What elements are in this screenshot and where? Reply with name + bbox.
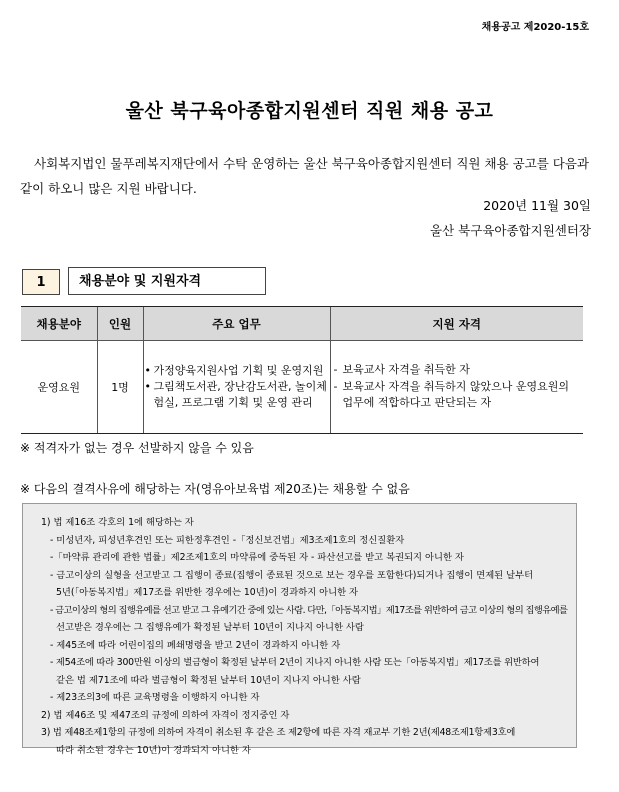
disqualification-line: - 제23조의3에 따른 교육명령을 이행하지 아니한 자 — [50, 692, 260, 703]
disqualification-box — [22, 503, 577, 756]
disqualification-line: 5년(「아동복지법」제17조를 위반한 경우에는 10년)이 경과하지 아니한 자 — [56, 587, 359, 598]
qualification-item: - 보육교사 자격을 취득하지 않았으나 운영요원의 업무에 적합하다고 판단되는 자 — [331, 379, 580, 412]
header-duties: 주요 업무 — [143, 307, 330, 341]
disqualification-line: 같은 법 제71조에 따라 벌금형이 확정된 날부터 10년이 지나지 아니한 사람 — [56, 674, 361, 686]
organization-name: 울산 북구육아종합지원센터장 — [430, 223, 591, 238]
header-field: 채용분야 — [21, 307, 97, 341]
cell-field: 운영요원 — [21, 341, 97, 434]
table-header-row — [21, 307, 583, 341]
disqualification-line: 따라 취소된 경우는 10년)이 경과되지 아니한 자 — [56, 744, 251, 756]
disqualification-line: - 금고이상의 형의 집행유예를 선고 받고 그 유예기간 중에 있는 사람. 다만,「아동복지법」제17조를 위반하여 금고 이상의 형의 집행유예를 — [50, 604, 568, 616]
header-count: 인원 — [97, 307, 143, 341]
notice-date: 2020년 11월 30일 — [483, 198, 591, 213]
disqualification-line: - 제45조에 따라 어린이집의 폐쇄명령을 받고 2년이 경과하지 아니한 자 — [50, 639, 341, 651]
header-qualifications: 지원 자격 — [330, 307, 583, 341]
disqualification-line: - 금고이상의 실형을 선고받고 그 집행이 종료(집행이 종료된 것으로 보는 경우를 포함한다)되거나 집행이 면제된 날부터 — [50, 569, 534, 581]
disqualification-line: -「마약류 관리에 관한 법률」제2조제1호의 마약류에 중독된 자 - 파산선고를 받고 복권되지 아니한 자 — [50, 552, 464, 563]
disqualification-line: 3) 법 제48조제1항의 규정에 의하여 자격이 취소된 후 같은 조 제2항에 따른 자격 재교부 기한 2년(제48조제1항제3호에 — [41, 727, 516, 738]
disqualification-line: - 제54조에 따라 300만원 이상의 벌금형이 확정된 날부터 2년이 지나지 아니한 사람 또는「아동복지법」제17조를 위반하여 — [50, 657, 540, 668]
duty-item: • 가정양육지원사업 기획 및 운영지원 — [144, 363, 328, 379]
duty-item: • 그림책도서관, 장난감도서관, 놀이체험실, 프로그램 기획 및 운영 관리 — [144, 379, 328, 411]
qualification-item: - 보육교사 자격을 취득한 자 — [331, 362, 580, 379]
page-title: 울산 북구육아종합지원센터 직원 채용 공고 — [125, 100, 494, 122]
cell-duties — [143, 341, 330, 434]
note-disqualification: ※ 다음의 결격사유에 해당하는 자(영유아보육법 제20조)는 채용할 수 없음 — [20, 482, 410, 496]
intro-paragraph: 사회복지법인 물푸레복지재단에서 수탁 운영하는 울산 북구육아종합지원센터 직원 채용 공고를 다음과 같이 하오니 많은 지원 바랍니다. — [20, 156, 589, 196]
section-number: 1 — [22, 269, 60, 295]
table-row — [21, 341, 583, 434]
note-no-candidate: ※ 적격자가 없는 경우 선발하지 않을 수 있음 — [20, 441, 254, 455]
notice-number: 채용공고 제2020-15호 — [481, 22, 589, 33]
recruitment-table — [21, 306, 583, 434]
cell-qualifications — [330, 341, 583, 434]
disqualification-line: 1) 법 제16조 각호의 1에 해당하는 자 — [41, 517, 194, 528]
disqualification-line: 2) 법 제46조 및 제47조의 규정에 의하여 자격이 정지중인 자 — [41, 709, 290, 721]
section-title: 채용분야 및 지원자격 — [68, 267, 266, 295]
disqualification-line: 선고받은 경우에는 그 집행유예가 확정된 날부터 10년이 지나지 아니한 사람 — [56, 622, 364, 633]
disqualification-line: - 미성년자, 피성년후견인 또는 피한정후견인 -「정신보건법」제3조제1호의 정신질환자 — [50, 534, 405, 546]
cell-count: 1명 — [97, 341, 143, 434]
